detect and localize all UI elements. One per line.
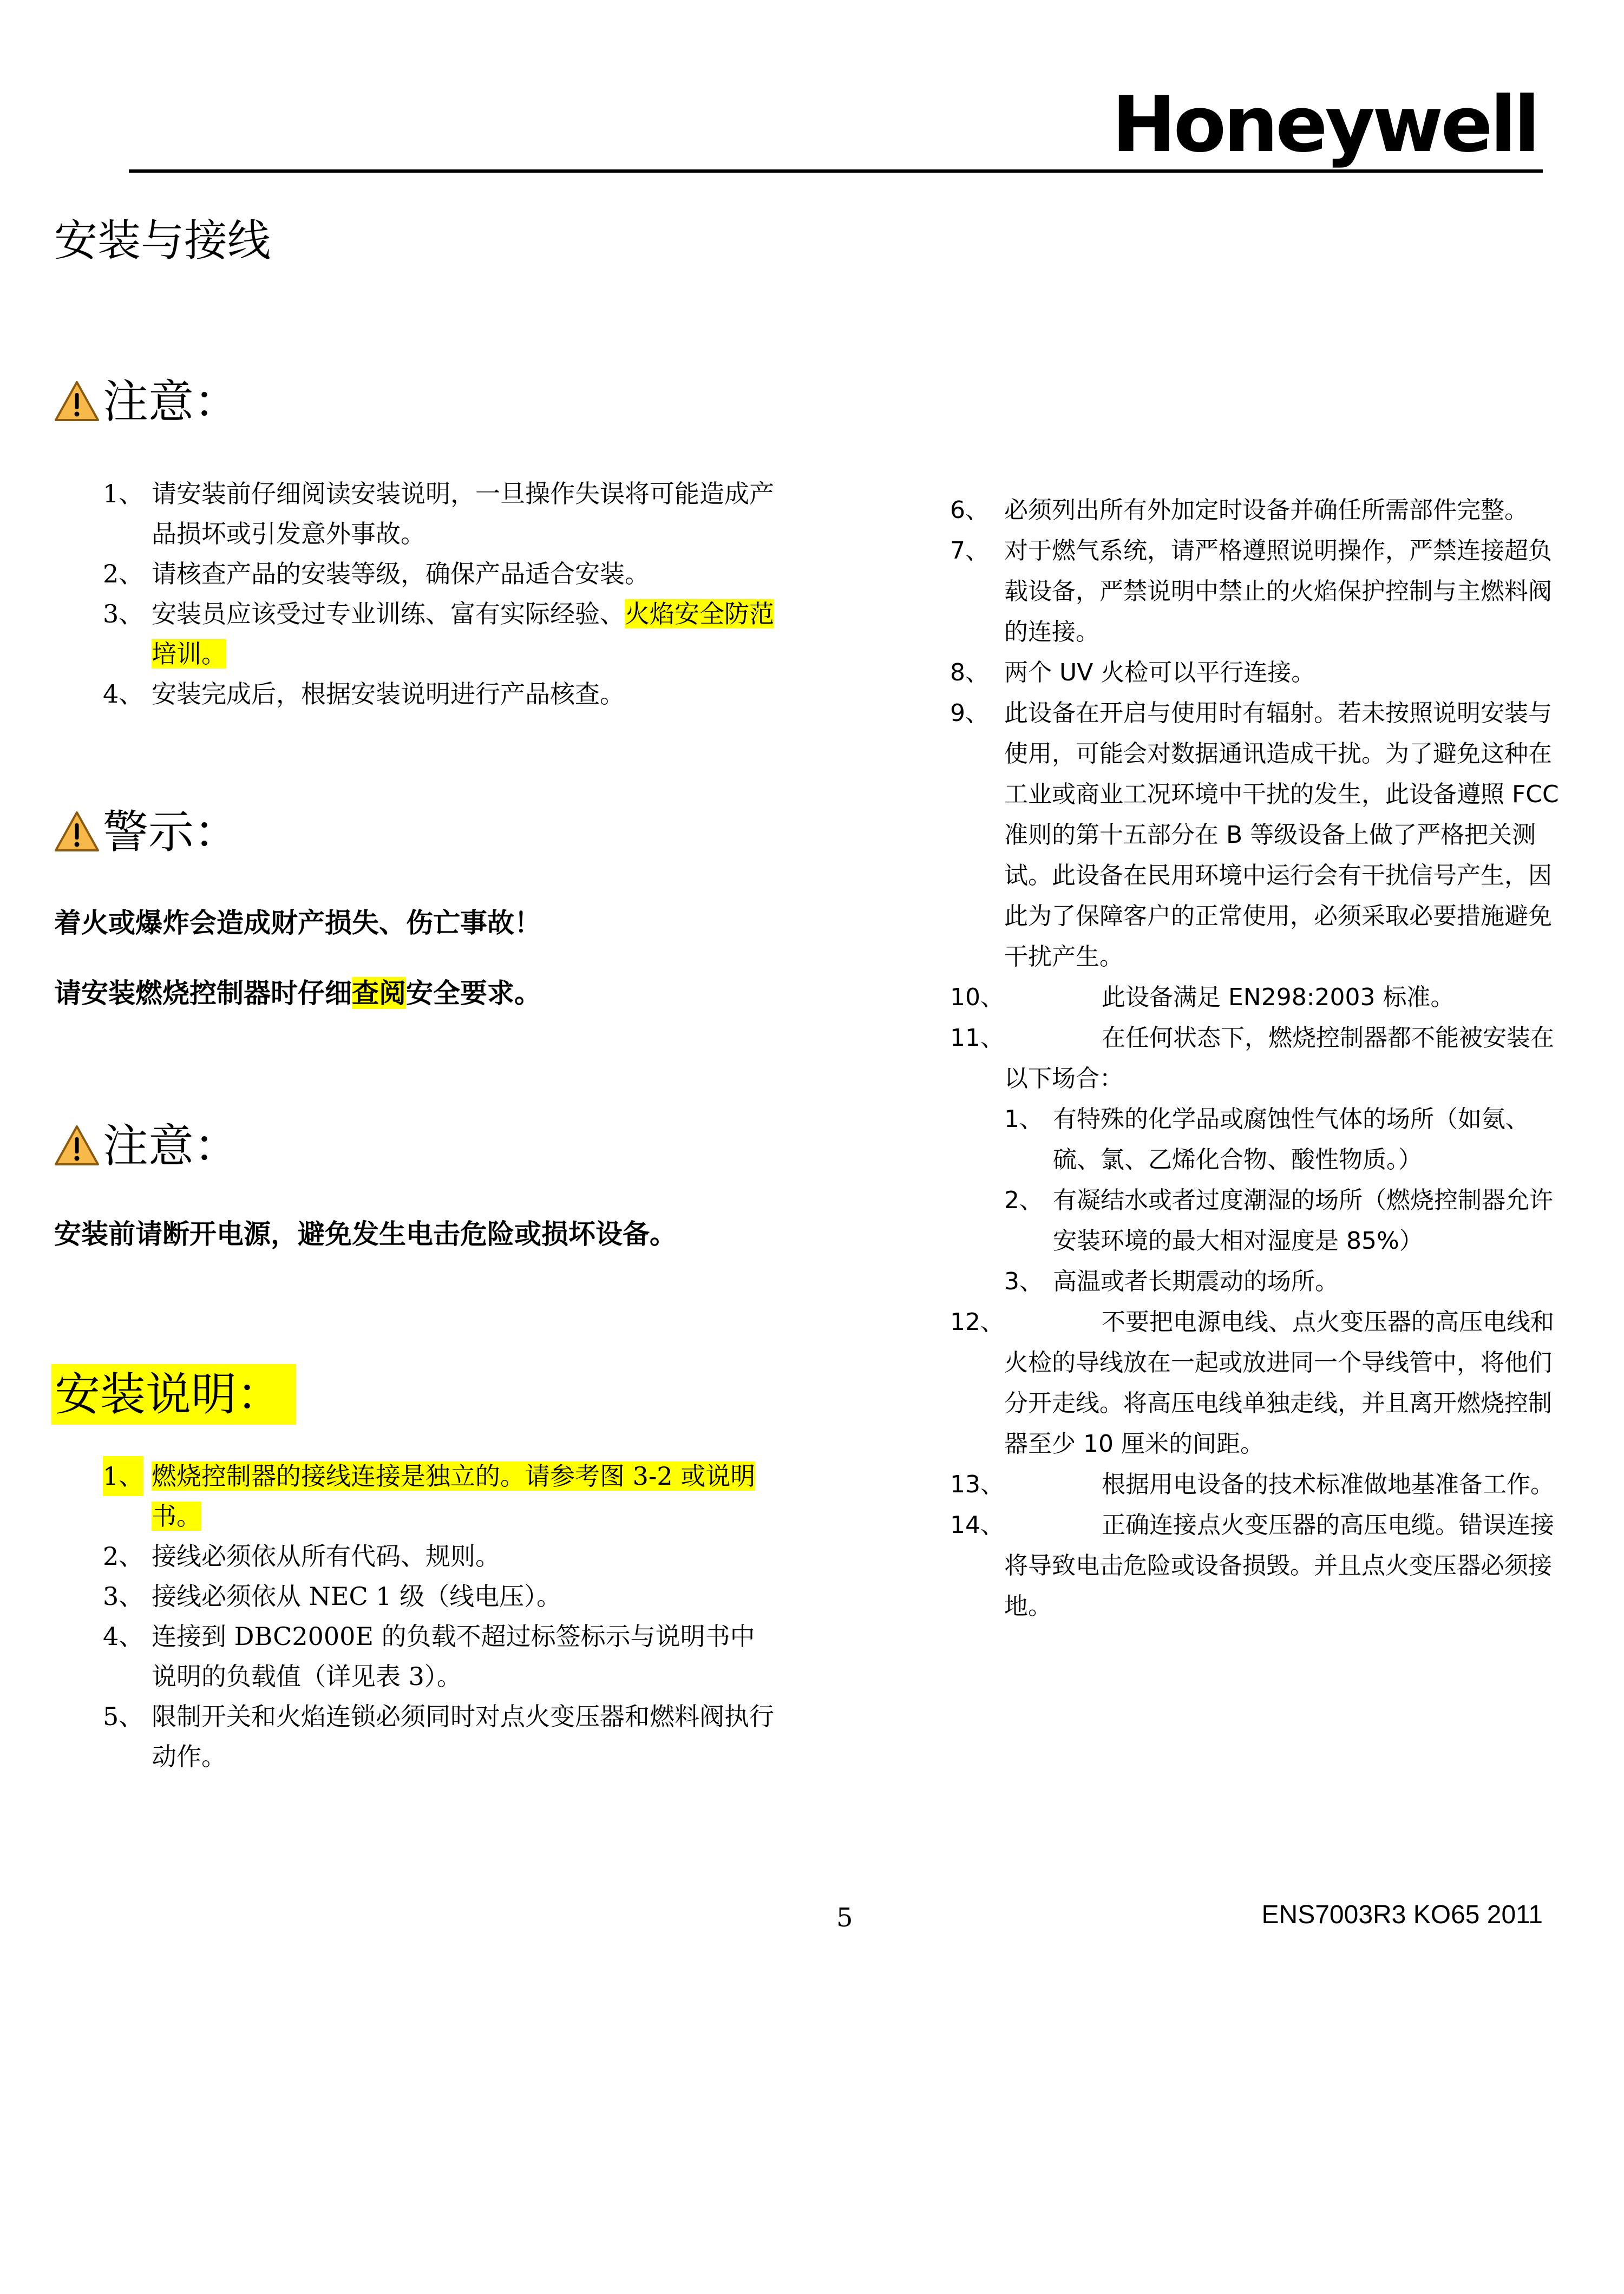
header-divider bbox=[129, 169, 1543, 173]
warning-triangle-icon bbox=[54, 810, 100, 854]
list-item: 4、 安装完成后，根据安装说明进行产品核查。 bbox=[103, 679, 625, 709]
right-column-list bbox=[950, 490, 1562, 1627]
warning-line-2: 请安装燃烧控制器时仔细查阅安全要求。 bbox=[54, 977, 541, 1009]
list-item: 1、 请安装前仔细阅读安装说明，一旦操作失误将可能造成产品损坏或引发意外事故。 bbox=[103, 479, 774, 548]
sub-list-item: 2、 有凝结水或者过度潮湿的场所（燃烧控制器允许安装环境的最大相对湿度是 85%） bbox=[1004, 1187, 1553, 1255]
list-item: 13、 根据用电设备的技术标准做地基准备工作。 bbox=[950, 1471, 1554, 1498]
list-item: 14、 正确连接点火变压器的高压电缆。错误连接将导致电击危险或设备损毁。并且点火变压器必须接地。 bbox=[950, 1511, 1554, 1620]
sub-list-item: 3、 高温或者长期震动的场所。 bbox=[1004, 1268, 1339, 1295]
list-item: 11、 在任何状态下，燃烧控制器都不能被安装在以下场合： 1、 有特殊的化学品或腐蚀性气体的场所（如氨、硫、氯、乙烯化合物、酸性物质。） 2、 有凝结水或者过度潮湿的场所（燃烧控制器允许安装环境的最大相对湿度是 85%） 3、 高温或者长期震动的场所。 bbox=[950, 1018, 1562, 1302]
list-item: 12、 不要把电源电线、点火变压器的高压电线和火检的导线放在一起或放进同一个导线管中，将他们分开走线。将高压电线单独走线，并且离开燃烧控制器至少 10 厘米的间距。 bbox=[950, 1308, 1554, 1458]
list-item: 8、 两个 UV 火检可以平行连接。 bbox=[950, 659, 1315, 686]
caution-title-2: 注意： bbox=[103, 1119, 240, 1172]
list-item: 3、 安装员应该受过专业训练、富有实际经验、火焰安全防范培训。 bbox=[103, 599, 774, 668]
sub-list-item: 1、 有特殊的化学品或腐蚀性气体的场所（如氨、硫、氯、乙烯化合物、酸性物质。） bbox=[1004, 1105, 1529, 1174]
list-item: 10、 此设备满足 EN298:2003 标准。 bbox=[950, 984, 1455, 1011]
warning-triangle-icon bbox=[54, 1124, 100, 1168]
highlighted-text: 火焰安全防范培训。 bbox=[152, 599, 774, 668]
list-item: 9、 此设备在开启与使用时有辐射。若未按照说明安装与使用，可能会对数据通讯造成干扰。为了避免这种在工业或商业工况环境中干扰的发生，此设备遵照 FCC 准则的第十五部分在 B 等级设备上做了严格把关测试。此设备在民用环境中运行会有干扰信号产生，因此为了保障客户的正常使用，必须采取必要措施避免干扰产生。 bbox=[950, 699, 1559, 971]
list-item: 2、 请核查产品的安装等级，确保产品适合安装。 bbox=[103, 559, 650, 588]
warning-heading bbox=[54, 805, 240, 858]
document-code: ENS7003R3 KO65 2011 bbox=[1261, 1900, 1543, 1929]
list-item: 6、 必须列出所有外加定时设备并确任所需部件完整。 bbox=[950, 496, 1528, 524]
caution-title-1: 注意： bbox=[103, 375, 240, 428]
install-list bbox=[103, 1456, 780, 1777]
warning-title: 警示： bbox=[103, 805, 240, 858]
highlighted-text: 查阅 bbox=[352, 977, 406, 1009]
caution-heading-2 bbox=[54, 1119, 240, 1172]
highlighted-text: 燃烧控制器的接线连接是独立的。请参考图 3-2 或说明书。 bbox=[152, 1461, 756, 1531]
page-number: 5 bbox=[836, 1903, 853, 1933]
list-item: 2、 接线必须依从所有代码、规则。 bbox=[103, 1542, 500, 1571]
caution-heading-1 bbox=[54, 375, 240, 428]
list-item: 3、 接线必须依从 NEC 1 级（线电压）。 bbox=[103, 1582, 562, 1611]
sub-list bbox=[1004, 1099, 1562, 1302]
warning-triangle-icon bbox=[54, 380, 100, 423]
caution-list-1 bbox=[103, 474, 780, 714]
list-item: 1、 燃烧控制器的接线连接是独立的。请参考图 3-2 或说明书。 bbox=[103, 1456, 780, 1536]
list-item: 5、 限制开关和火焰连锁必须同时对点火变压器和燃料阀执行动作。 bbox=[103, 1702, 774, 1771]
install-instructions-title: 安装说明： bbox=[51, 1364, 296, 1425]
list-item: 7、 对于燃气系统，请严格遵照说明操作，严禁连接超负载设备，严禁说明中禁止的火焰保护控制与主燃料阀的连接。 bbox=[950, 537, 1552, 646]
list-item: 4、 连接到 DBC2000E 的负载不超过标签标示与说明书中说明的负载值（详见表 3）。 bbox=[103, 1622, 755, 1691]
page-title: 安装与接线 bbox=[54, 215, 271, 266]
warning-line-1: 着火或爆炸会造成财产损失、伤亡事故！ bbox=[54, 907, 541, 939]
honeywell-logo: Honeywell bbox=[1111, 80, 1537, 169]
caution-line-2: 安装前请断开电源，避免发生电击危险或损坏设备。 bbox=[54, 1218, 677, 1250]
